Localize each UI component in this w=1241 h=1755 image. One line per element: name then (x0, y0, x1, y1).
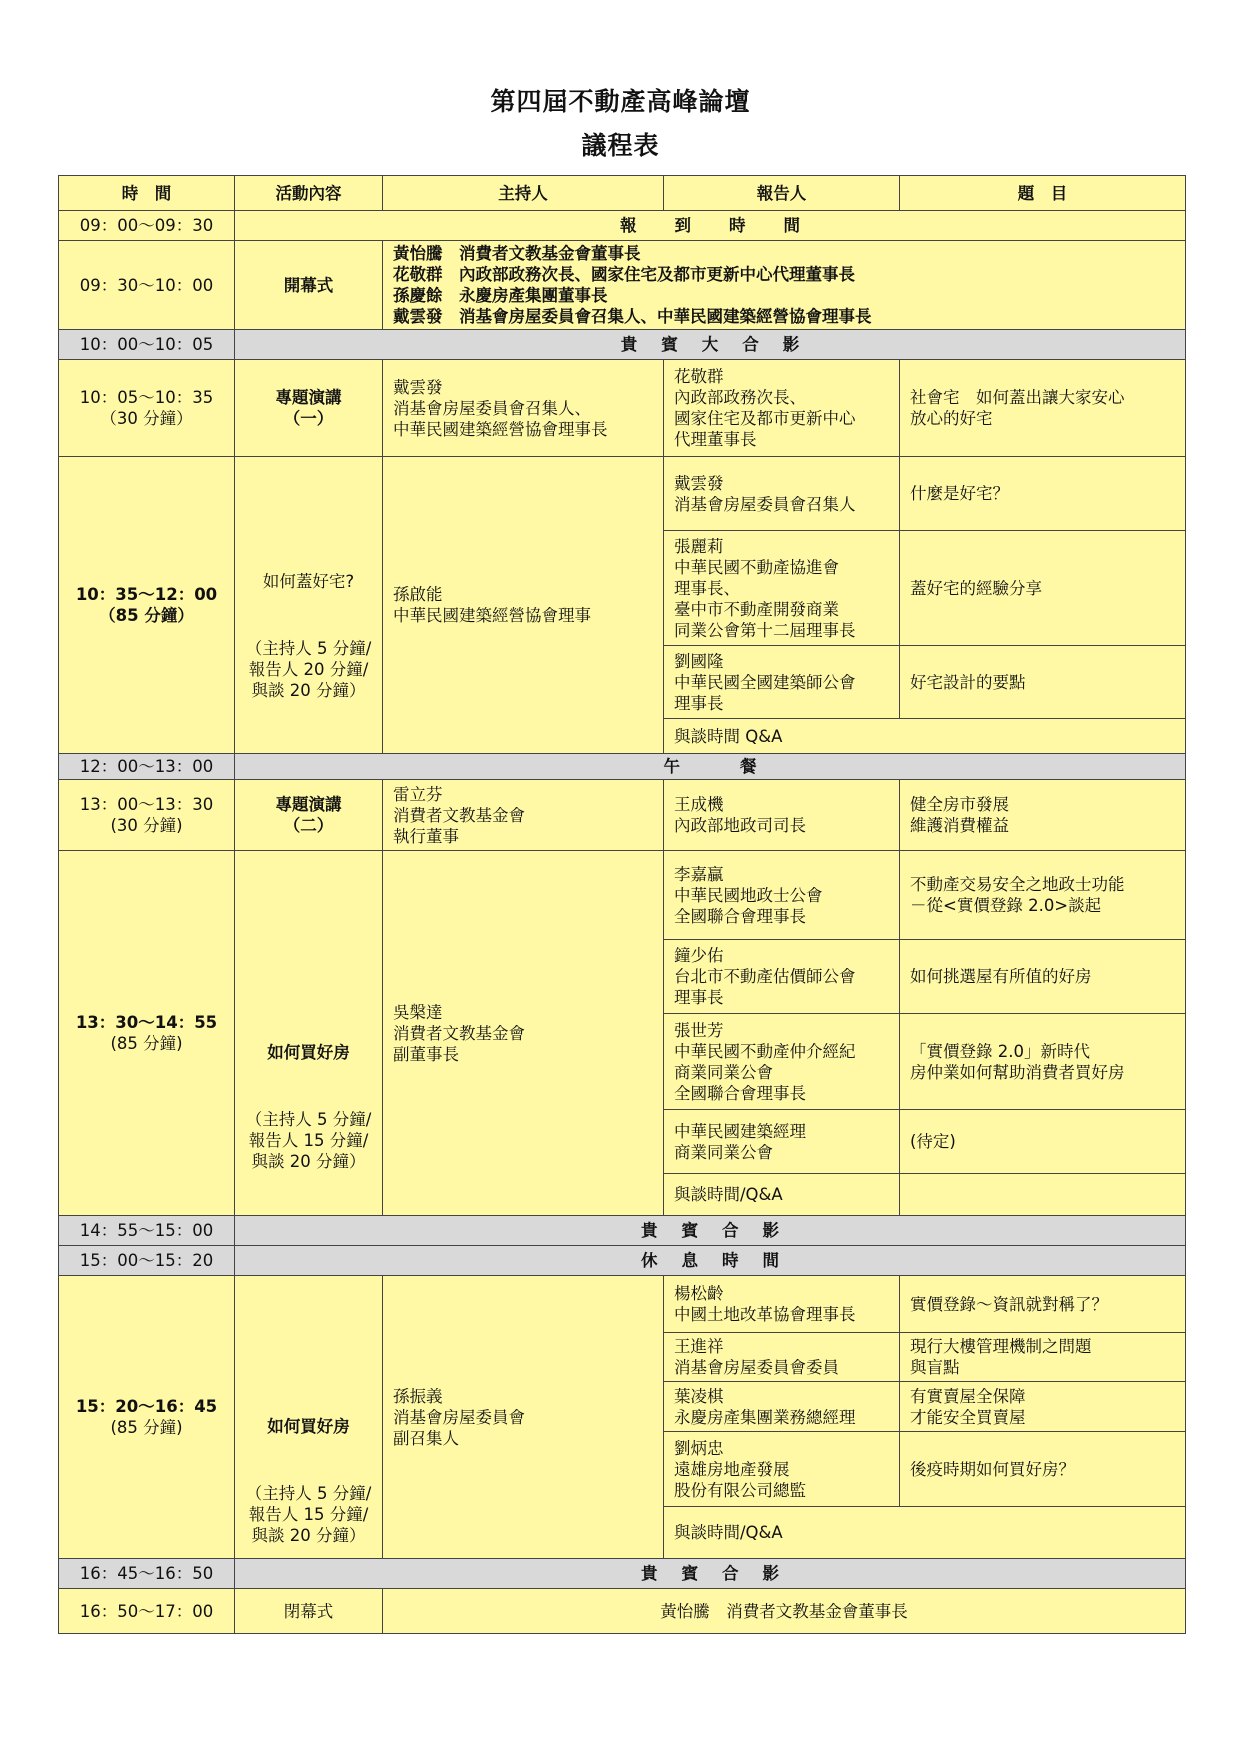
time-range: 10：35～12：00 (75, 585, 218, 604)
time-cell (59, 780, 235, 851)
speaker-cell: 李嘉贏 中華民國地政士公會 全國聯合會理事長 (664, 851, 900, 940)
speaker-cell: 劉炳忠 遠雄房地產發展 股份有限公司總監 (664, 1432, 900, 1507)
table-row (59, 360, 1186, 457)
host-cell: 吳槃達 消費者文教基金會 副董事長 (383, 851, 664, 1216)
time-cell: 15：00～15：20 (59, 1246, 235, 1276)
opening-guests (383, 241, 1186, 330)
speaker-cell: 張世芳 中華民國不動產仲介經紀 商業同業公會 全國聯合會理事長 (664, 1014, 900, 1110)
topic-cell: 不動產交易安全之地政士功能 －從<實價登錄 2.0>談起 (900, 851, 1186, 940)
topic-cell: 什麼是好宅？ (900, 457, 1186, 531)
guest-line: 花敬群 內政部政務次長、國家住宅及都市更新中心代理董事長 (393, 265, 855, 284)
table-row (59, 211, 1186, 241)
speaker-cell: 葉凌棋 永慶房產集團業務總經理 (664, 1382, 900, 1432)
topic-cell: 好宅設計的要點 (900, 646, 1186, 719)
empty-cell (900, 1174, 1186, 1216)
header-speaker: 報告人 (664, 176, 900, 211)
time-cell: 16：50～17：00 (59, 1589, 235, 1634)
table-row (59, 241, 1186, 330)
header-topic: 題 目 (900, 176, 1186, 211)
activity-cell: 閉幕式 (235, 1589, 383, 1634)
time-cell: 12：00～13：00 (59, 754, 235, 780)
speaker-cell: 花敬群 內政部政務次長、 國家住宅及都市更新中心 代理董事長 (664, 360, 900, 457)
guest-line: 孫慶餘 永慶房產集團董事長 (393, 286, 608, 305)
duration: （85 分鐘） (99, 606, 194, 625)
host-cell: 雷立芬 消費者文教基金會 執行董事 (383, 780, 664, 851)
time-cell: 10：00～10：05 (59, 330, 235, 360)
speaker-cell: 張麗莉 中華民國不動產協進會 理事長、 臺中市不動產開發商業 同業公會第十二屆理事長 (664, 531, 900, 646)
header-time: 時 間 (59, 176, 235, 211)
speaker-cell: 王進祥 消基會房屋委員會委員 (664, 1333, 900, 1382)
topic-cell: 後疫時期如何買好房？ (900, 1432, 1186, 1507)
table-row (59, 851, 1186, 940)
speaker-cell: 中華民國建築經理 商業同業公會 (664, 1110, 900, 1174)
activity-cell (235, 1276, 383, 1559)
activity-title: 專題演講 (275, 795, 342, 814)
topic-cell: 健全房市發展 維護消費權益 (900, 780, 1186, 851)
time-cell: 16：45～16：50 (59, 1559, 235, 1589)
table-row (59, 330, 1186, 360)
activity-cell (235, 360, 383, 457)
duration: (85 分鐘) (110, 1034, 183, 1053)
time-allocation-note: （主持人 5 分鐘/ 報告人 15 分鐘/ 與談 20 分鐘） (245, 1484, 372, 1545)
guest-line: 戴雲發 消基會房屋委員會召集人、中華民國建築經營協會理事長 (393, 307, 872, 326)
page-title: 第四屆不動產高峰論壇 (490, 87, 751, 116)
speaker-cell: 劉國隆 中華民國全國建築師公會 理事長 (664, 646, 900, 719)
topic-cell: 實價登錄～資訊就對稱了？ (900, 1276, 1186, 1333)
activity-cell (235, 851, 383, 1216)
time-range: 13：30～14：55 (75, 1013, 218, 1032)
topic-cell: 「實價登錄 2.0」新時代 房仲業如何幫助消費者買好房 (900, 1014, 1186, 1110)
duration: （30 分鐘） (100, 409, 193, 428)
table-row (59, 1216, 1186, 1246)
time-cell: 09：00～09：30 (59, 211, 235, 241)
speaker-cell: 王成機 內政部地政司司長 (664, 780, 900, 851)
activity-title: 如何買好房 (267, 1043, 350, 1062)
table-row (59, 780, 1186, 851)
activity-number: （二） (283, 816, 334, 835)
topic-cell: 現行大樓管理機制之問題 與盲點 (900, 1333, 1186, 1382)
qa-cell: 與談時間/Q&A (664, 1507, 1186, 1559)
activity-cell (235, 780, 383, 851)
topic-cell: 有實賣屋全保障 才能安全買賣屋 (900, 1382, 1186, 1432)
page-subtitle: 議程表 (581, 131, 660, 160)
lunch-label: 午餐 (235, 754, 1186, 780)
topic-cell: 社會宅 如何蓋出讓大家安心 放心的好宅 (900, 360, 1186, 457)
photo-label: 貴賓合影 (235, 1559, 1186, 1589)
agenda-table (58, 175, 1186, 1634)
table-row (59, 754, 1186, 780)
qa-cell: 與談時間 Q&A (664, 719, 1186, 754)
table-row (59, 457, 1186, 531)
time-cell: 09：30～10：00 (59, 241, 235, 330)
header-activity: 活動內容 (235, 176, 383, 211)
time-range: 13：00～13：30 (79, 795, 214, 814)
checkin-label: 報到時間 (235, 211, 1186, 241)
speaker-cell: 鐘少佑 台北市不動產估價師公會 理事長 (664, 940, 900, 1014)
speaker-cell: 戴雲發 消基會房屋委員會召集人 (664, 457, 900, 531)
table-header-row (59, 176, 1186, 211)
break-label: 休息時間 (235, 1246, 1186, 1276)
time-allocation-note: （主持人 5 分鐘/ 報告人 20 分鐘/ 與談 20 分鐘） (245, 639, 372, 700)
activity-cell (235, 457, 383, 754)
photo-label: 貴賓合影 (235, 1216, 1186, 1246)
qa-cell: 與談時間/Q&A (664, 1174, 900, 1216)
time-cell (59, 457, 235, 754)
host-cell: 孫啟能 中華民國建築經營協會理事 (383, 457, 664, 754)
activity-title: 如何蓋好宅? (262, 572, 355, 591)
table-row (59, 1559, 1186, 1589)
host-cell: 戴雲發 消基會房屋委員會召集人、 中華民國建築經營協會理事長 (383, 360, 664, 457)
speaker-cell: 楊松齡 中國土地改革協會理事長 (664, 1276, 900, 1333)
activity-title: 如何買好房 (267, 1417, 350, 1436)
activity-number: （一） (283, 409, 334, 428)
header-host: 主持人 (383, 176, 664, 211)
table-row (59, 1589, 1186, 1634)
host-cell: 孫振義 消基會房屋委員會 副召集人 (383, 1276, 664, 1559)
activity-title: 專題演講 (275, 388, 342, 407)
time-allocation-note: （主持人 5 分鐘/ 報告人 15 分鐘/ 與談 20 分鐘） (245, 1110, 372, 1171)
time-cell (59, 851, 235, 1216)
topic-cell: 蓋好宅的經驗分享 (900, 531, 1186, 646)
photo-label: 貴賓大合影 (235, 330, 1186, 360)
time-cell (59, 360, 235, 457)
time-cell: 14：55～15：00 (59, 1216, 235, 1246)
guest-line: 黃怡騰 消費者文教基金會董事長 (393, 244, 641, 263)
table-row (59, 1246, 1186, 1276)
closing-speaker: 黃怡騰 消費者文教基金會董事長 (383, 1589, 1186, 1634)
duration: (85 分鐘) (110, 1418, 183, 1437)
duration: (30 分鐘) (110, 816, 183, 835)
topic-cell: (待定) (900, 1110, 1186, 1174)
table-row (59, 1276, 1186, 1333)
time-range: 10：05～10：35 (79, 388, 214, 407)
time-cell (59, 1276, 235, 1559)
time-range: 15：20～16：45 (75, 1397, 218, 1416)
activity-cell: 開幕式 (235, 241, 383, 330)
topic-cell: 如何挑選屋有所值的好房 (900, 940, 1186, 1014)
